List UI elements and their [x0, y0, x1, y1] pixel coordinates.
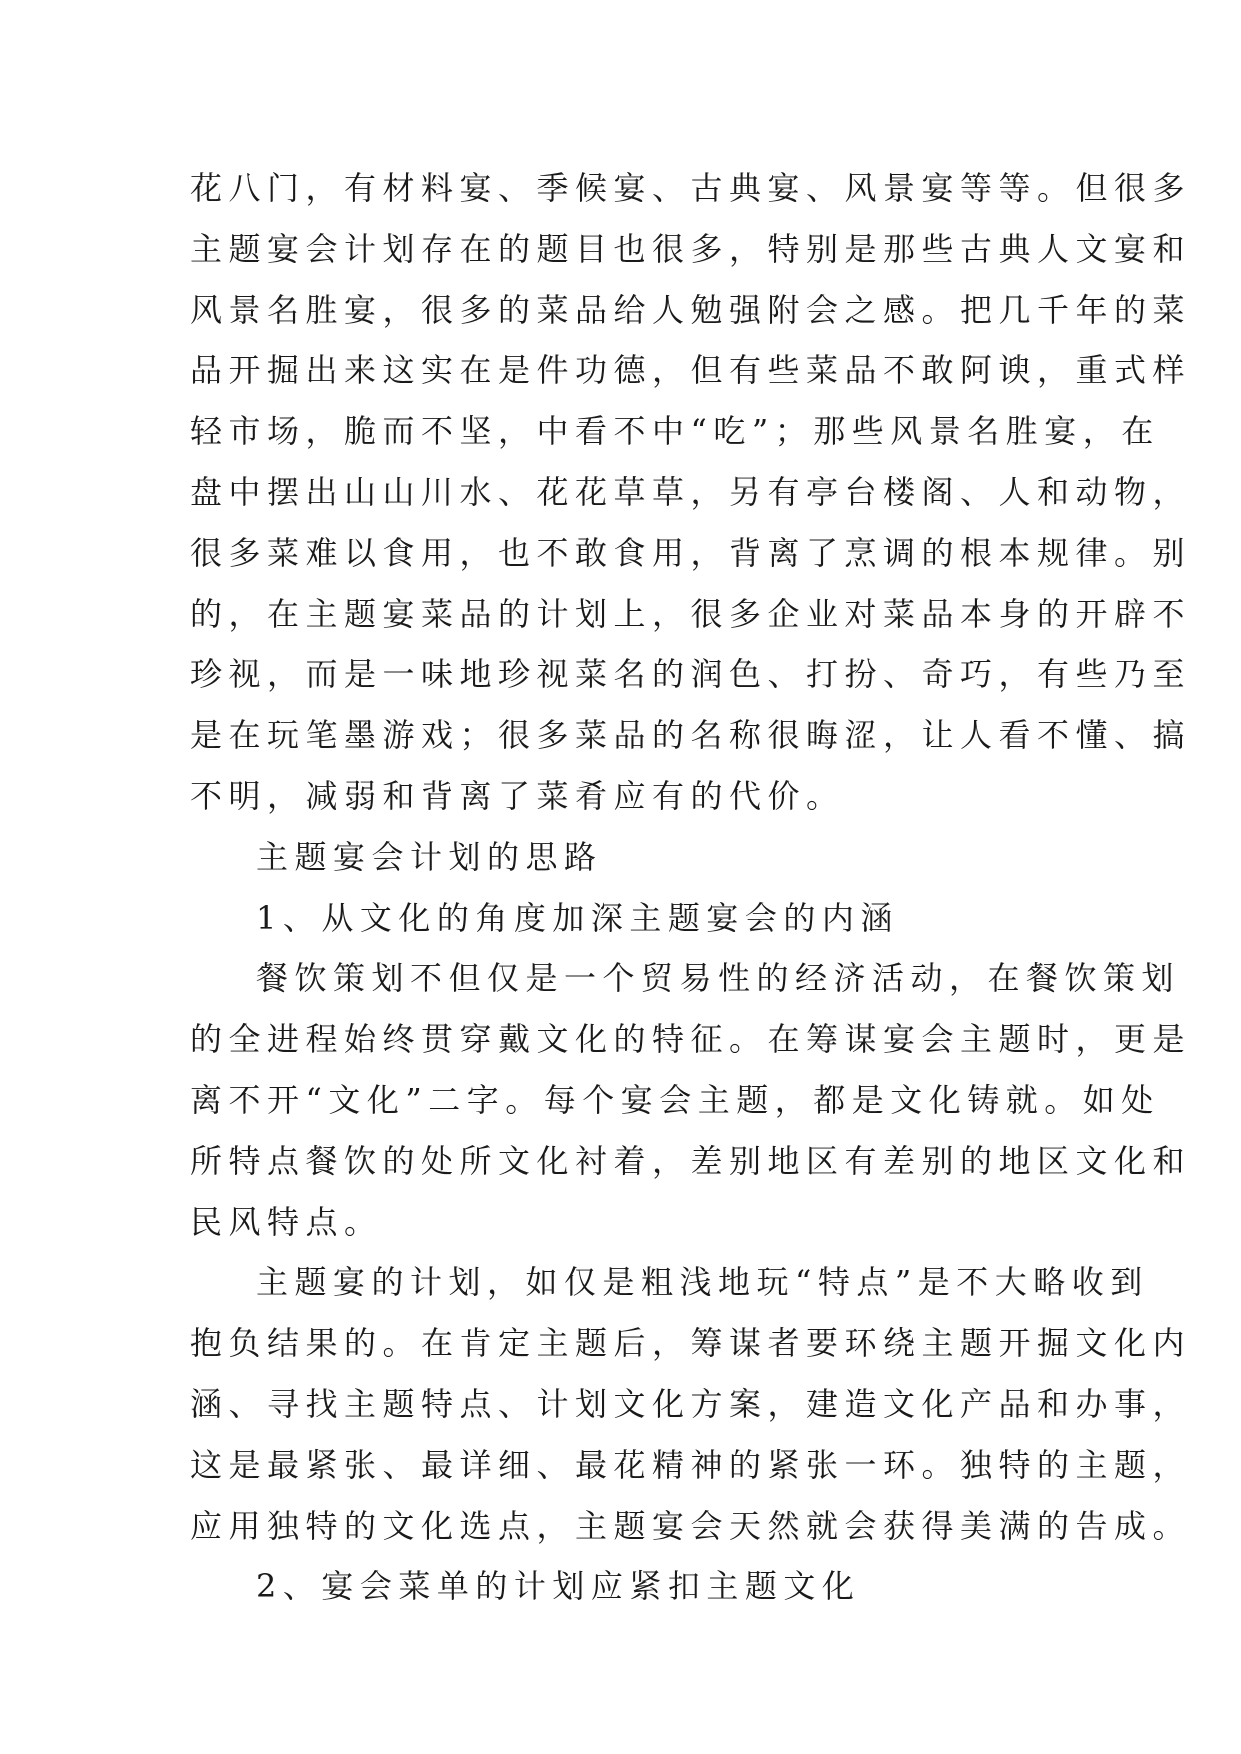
text-line: 主题宴会计划的思路: [256, 837, 603, 876]
text-line: 离不开“文化”二字。每个宴会主题，都是文化铸就。如处: [190, 1080, 1160, 1119]
text-line: 珍视，而是一味地珍视菜名的润色、打扮、奇巧，有些乃至: [190, 655, 1192, 694]
text-line: 应用独特的文化选点，主题宴会天然就会获得美满的告成。: [190, 1506, 1192, 1545]
text-line: 这是最紧张、最详细、最花精神的紧张一环。独特的主题，: [190, 1445, 1192, 1484]
text-line: 主题宴会计划存在的题目也很多，特别是那些古典人文宴和: [190, 229, 1192, 268]
text-line: 1、从文化的角度加深主题宴会的内涵: [256, 898, 899, 937]
text-line: 民风特点。: [190, 1202, 383, 1241]
text-line: 风景名胜宴，很多的菜品给人勉强附会之感。把几千年的菜: [190, 290, 1192, 329]
document-body: [190, 158, 1192, 1617]
text-line: 2、宴会菜单的计划应紧扣主题文化: [256, 1567, 861, 1606]
text-line: 很多菜难以食用，也不敢食用，背离了烹调的根本规律。别: [190, 533, 1192, 572]
text-line: 花八门，有材料宴、季候宴、古典宴、风景宴等等。但很多: [190, 169, 1192, 207]
text-line: 轻市场，脆而不坚，中看不中“吃”；那些风景名胜宴，在: [190, 412, 1160, 451]
text-line: 的全进程始终贯穿戴文化的特征。在筹谋宴会主题时，更是: [190, 1020, 1192, 1059]
text-line: 的，在主题宴菜品的计划上，很多企业对菜品本身的开辟不: [190, 594, 1192, 633]
text-line: 主题宴的计划，如仅是粗浅地玩“特点”是不大略收到: [256, 1263, 1149, 1302]
text-line: 盘中摆出山山川水、花花草草，另有亭台楼阁、人和动物，: [190, 472, 1192, 511]
text-line: 涵、寻找主题特点、计划文化方案，建造文化产品和办事，: [190, 1384, 1192, 1423]
text-line: 不明，减弱和背离了菜肴应有的代价。: [190, 776, 845, 815]
text-line: 是在玩笔墨游戏；很多菜品的名称很晦涩，让人看不懂、搞: [190, 716, 1192, 755]
text-line: 抱负结果的。在肯定主题后，筹谋者要环绕主题开掘文化内: [190, 1324, 1192, 1363]
text-line: 所特点餐饮的处所文化衬着，差别地区有差别的地区文化和: [190, 1141, 1192, 1180]
text-line: 品开掘出来这实在是件功德，但有些菜品不敢阿谀，重式样: [190, 351, 1192, 390]
text-line: 餐饮策划不但仅是一个贸易性的经济活动，在餐饮策划: [256, 959, 1181, 998]
